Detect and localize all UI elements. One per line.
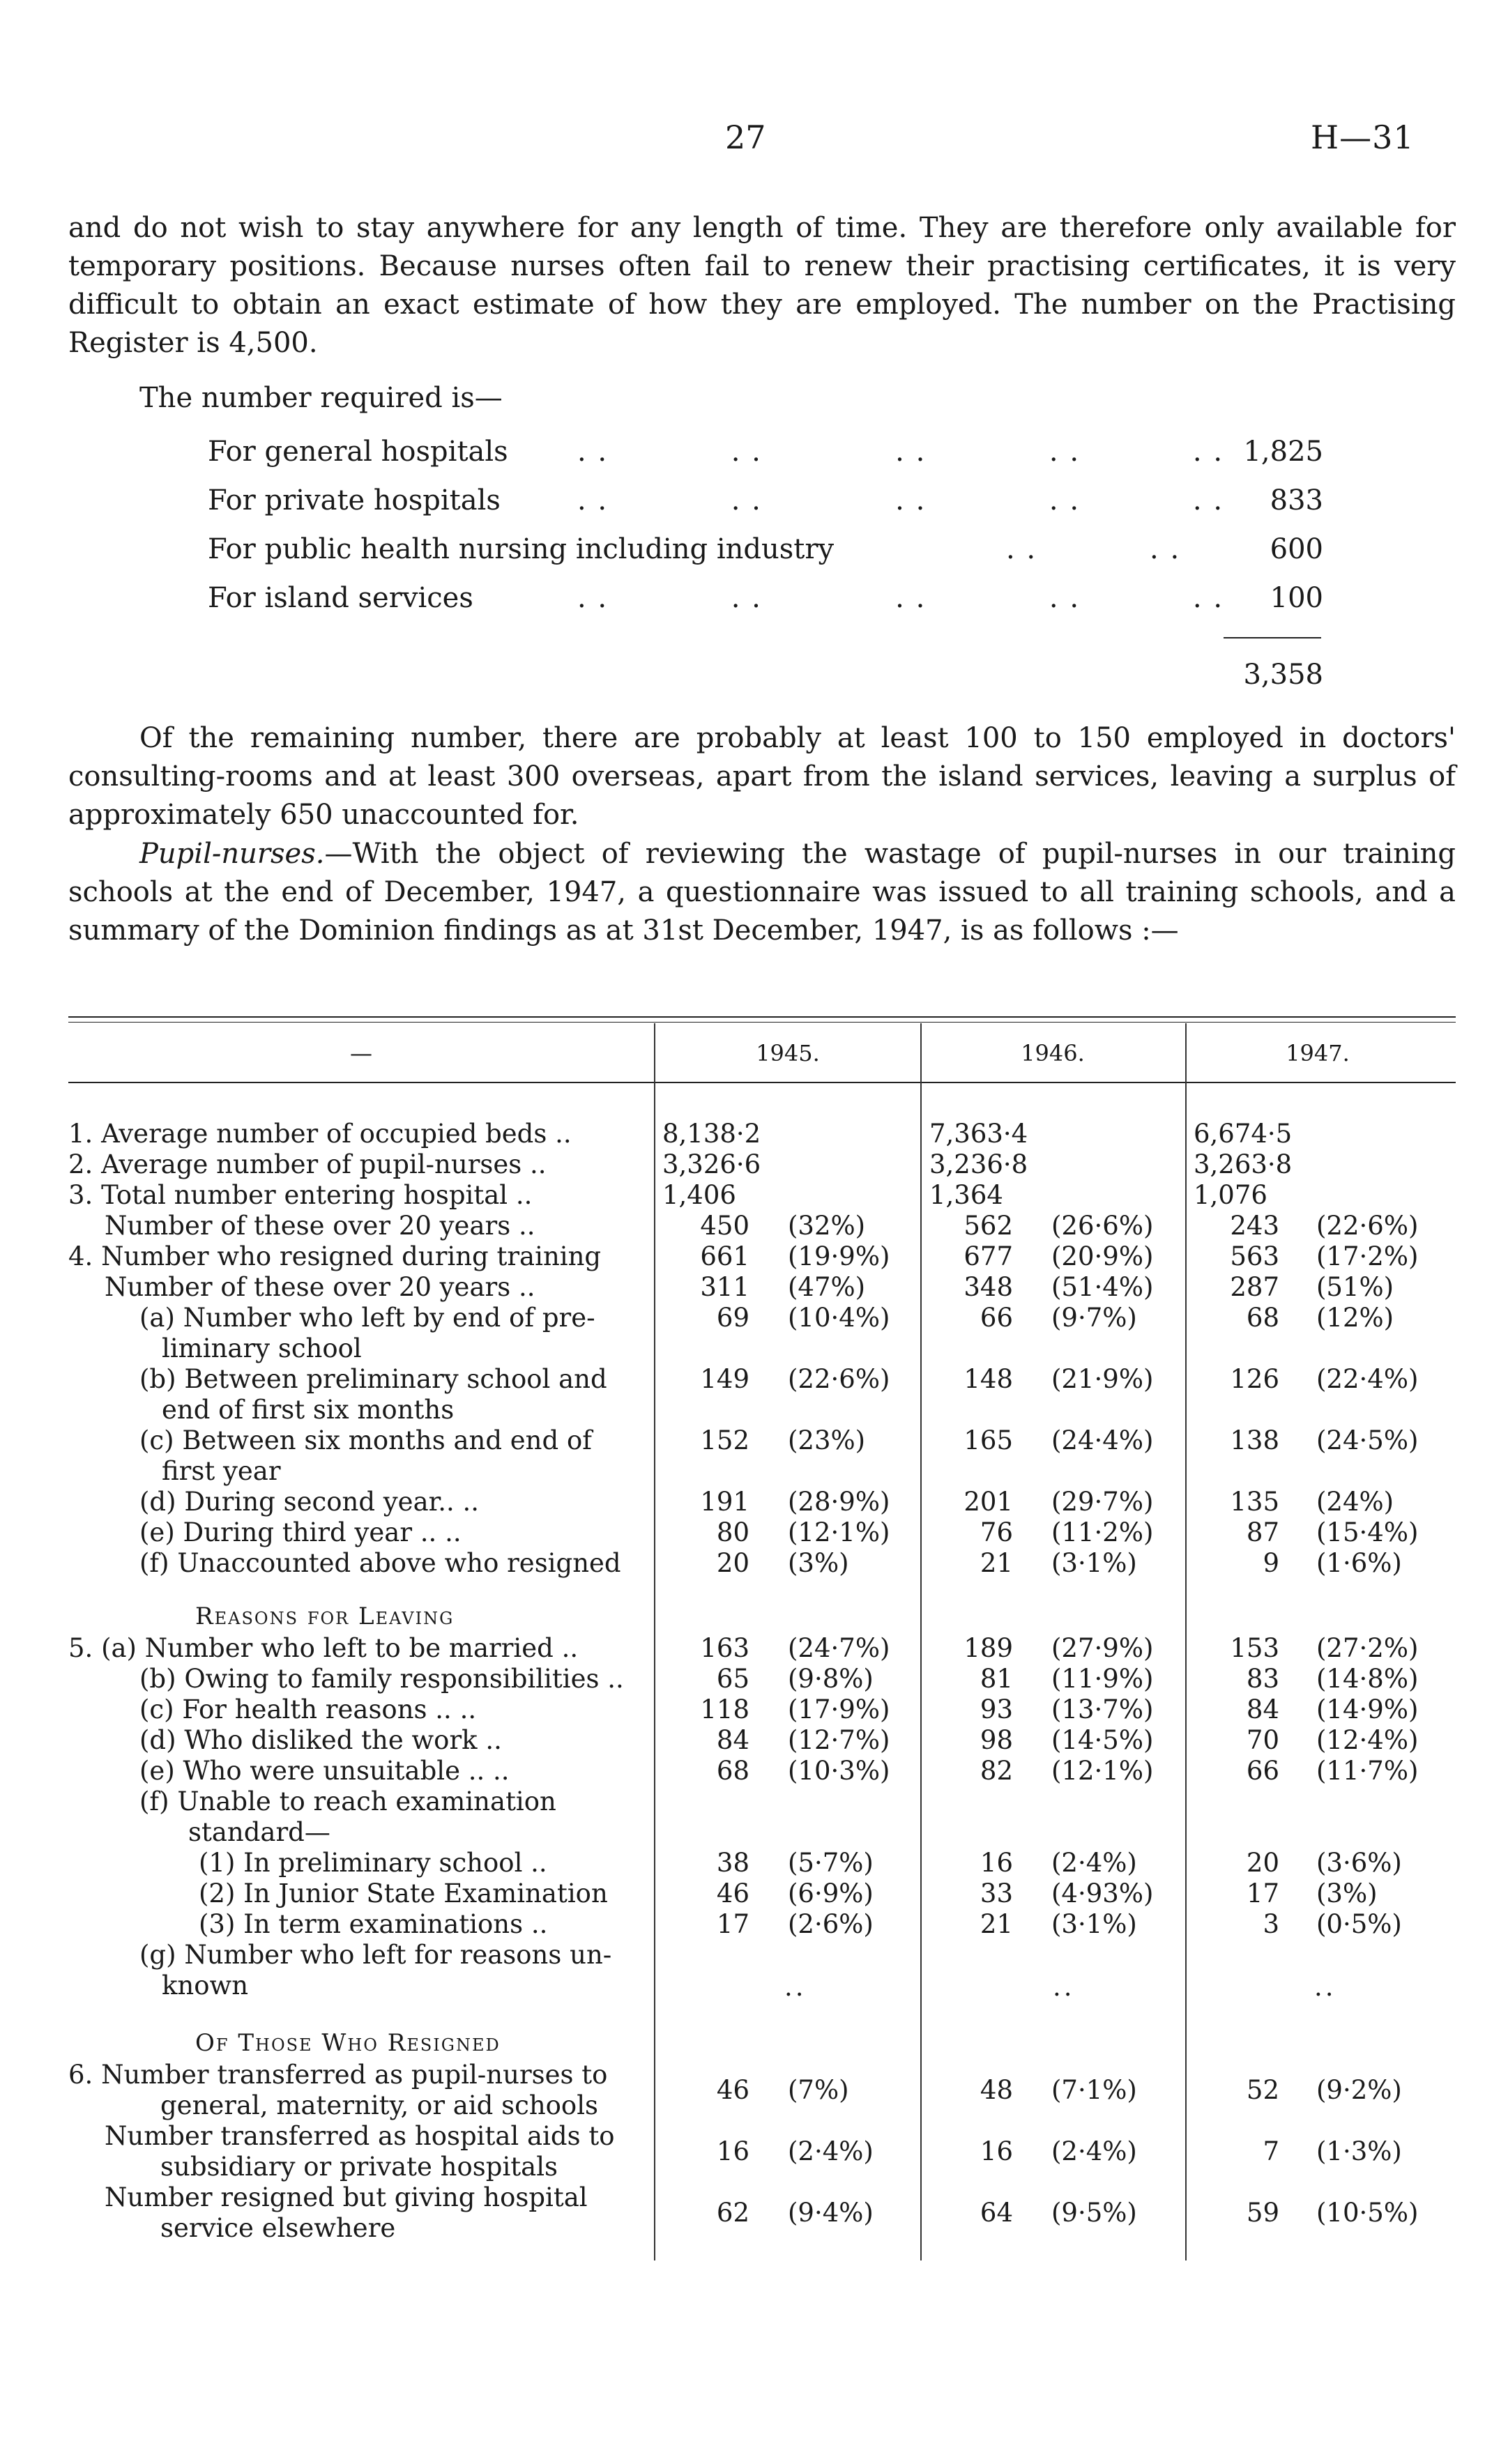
row-label: (3) In term examinations ..: [199, 1909, 548, 1939]
cell-percent: (3·6%): [1316, 1848, 1402, 1878]
cell-percent: (9·4%): [788, 2198, 874, 2228]
cell-percent: (19·9%): [788, 1241, 890, 1271]
cell-value: 62: [716, 2198, 749, 2228]
row-label: Number transferred as hospital aids to: [105, 2121, 615, 2151]
cell-percent: (2·4%): [1051, 2136, 1137, 2166]
cell-percent: (12%): [1316, 1303, 1394, 1333]
column-divider: [1185, 1023, 1187, 2260]
cell-percent: (22·4%): [1316, 1364, 1419, 1394]
row-label: Number of these over 20 years ..: [105, 1272, 535, 1302]
row-label: Number of these over 20 years ..: [105, 1211, 535, 1241]
cell-value: 201: [964, 1487, 1013, 1517]
row-label-continuation: first year: [162, 1456, 281, 1486]
cell-percent: (11·2%): [1051, 1517, 1154, 1547]
cell-value: 68: [1246, 1303, 1279, 1333]
cell-percent: (10·3%): [788, 1756, 890, 1786]
cell-value: 33: [980, 1878, 1013, 1908]
cell-value: 69: [716, 1303, 749, 1333]
cell-value: 76: [980, 1517, 1013, 1547]
cell-percent: (32%): [788, 1211, 866, 1241]
requirement-value: 100: [1270, 582, 1323, 614]
cell-percent: (22·6%): [1316, 1211, 1419, 1241]
cell-percent: (24%): [1316, 1487, 1394, 1517]
cell-value: 3: [1263, 1909, 1279, 1939]
cell-value: 450: [700, 1211, 749, 1241]
cell-percent: (4·93%): [1051, 1878, 1154, 1908]
table-top-rule: [68, 1016, 1456, 1018]
cell-value: 48: [980, 2075, 1013, 2105]
cell-value: 126: [1230, 1364, 1279, 1394]
row-label: (b) Between preliminary school and: [139, 1364, 607, 1394]
row-label-continuation: standard—: [188, 1817, 330, 1847]
cell-value: 1,076: [1194, 1180, 1267, 1210]
cell-value: 83: [1246, 1664, 1279, 1694]
row-label-continuation: subsidiary or private hospitals: [160, 2152, 558, 2182]
cell-percent: (11·7%): [1316, 1756, 1419, 1786]
cell-value: 17: [1246, 1878, 1279, 1908]
cell-value: 70: [1246, 1725, 1279, 1755]
leader-dots: . . . . . . . . . .: [577, 582, 1224, 614]
requirements-intro: The number required is—: [139, 382, 503, 414]
cell-percent: (17·9%): [788, 1694, 890, 1724]
cell-percent: (15·4%): [1316, 1517, 1419, 1547]
requirement-label: For general hospitals: [208, 436, 508, 468]
cell-value: 68: [716, 1756, 749, 1786]
cell-value: 20: [1246, 1848, 1279, 1878]
requirement-value: 833: [1270, 484, 1323, 516]
cell-value: 81: [980, 1664, 1013, 1694]
cell-value: 46: [716, 2075, 749, 2105]
cell-value: 66: [980, 1303, 1013, 1333]
cell-percent: (14·5%): [1051, 1725, 1154, 1755]
requirement-row: [208, 533, 1323, 575]
cell-percent: (2·4%): [788, 2136, 874, 2166]
cell-percent: (0·5%): [1316, 1909, 1402, 1939]
cell-percent: (14·8%): [1316, 1664, 1419, 1694]
cell-percent: (12·7%): [788, 1725, 890, 1755]
requirement-label: For private hospitals: [208, 484, 501, 516]
page-number: 27: [725, 118, 766, 156]
table-top-rule-thin: [68, 1022, 1456, 1023]
cell-percent: (7·1%): [1051, 2075, 1137, 2105]
cell-dots: ..: [784, 1972, 807, 2002]
intro-paragraph: and do not wish to stay anywhere for any length of time. They are therefore only available for temporary positions. Because nurses often fail to renew their practising certificates, it is very difficult to obtain an exact estimate of how they are employed. The number on the Practising Register is 4,500.: [68, 212, 1456, 359]
cell-percent: (3%): [1316, 1878, 1378, 1908]
cell-value: 17: [716, 1909, 749, 1939]
cell-value: 661: [700, 1241, 749, 1271]
cell-percent: (3·1%): [1051, 1909, 1137, 1939]
row-label: (d) Who disliked the work ..: [139, 1725, 502, 1755]
cell-percent: (17·2%): [1316, 1241, 1419, 1271]
row-label-continuation: end of first six months: [162, 1395, 455, 1425]
row-label: (c) For health reasons .. ..: [139, 1694, 477, 1724]
column-header-1946: 1946.: [1021, 1040, 1085, 1066]
cell-percent: (27·2%): [1316, 1633, 1419, 1663]
pupil-nurses-paragraph: [68, 835, 1456, 950]
cell-percent: (23%): [788, 1425, 866, 1455]
cell-value: 1,364: [929, 1180, 1003, 1210]
cell-percent: (12·4%): [1316, 1725, 1419, 1755]
cell-value: 135: [1230, 1487, 1279, 1517]
column-divider: [920, 1023, 922, 2260]
cell-percent: (22·6%): [788, 1364, 890, 1394]
cell-percent: (3%): [788, 1548, 849, 1578]
cell-value: 52: [1246, 2075, 1279, 2105]
cell-percent: (28·9%): [788, 1487, 890, 1517]
cell-value: 311: [700, 1272, 749, 1302]
row-label-continuation: liminary school: [162, 1333, 362, 1363]
leader-dots: . . . . . . . . . .: [577, 484, 1224, 516]
cell-percent: (6·9%): [788, 1878, 874, 1908]
cell-percent: (9·8%): [788, 1664, 874, 1694]
cell-value: 20: [716, 1548, 749, 1578]
cell-value: 87: [1246, 1517, 1279, 1547]
cell-percent: (12·1%): [788, 1517, 890, 1547]
cell-value: 348: [964, 1272, 1013, 1302]
pupil-nurses-heading: Pupil-nurses.: [139, 838, 325, 870]
cell-percent: (21·9%): [1051, 1364, 1154, 1394]
row-label: (d) During second year.. ..: [139, 1487, 480, 1517]
cell-percent: (2·4%): [1051, 1848, 1137, 1878]
requirement-value: 1,825: [1243, 436, 1323, 468]
cell-percent: (9·5%): [1051, 2198, 1137, 2228]
cell-value: 9: [1263, 1548, 1279, 1578]
row-label: (g) Number who left for reasons un-: [139, 1940, 612, 1970]
cell-value: 148: [964, 1364, 1013, 1394]
row-label: 1. Average number of occupied beds ..: [68, 1119, 572, 1149]
cell-percent: (9·2%): [1316, 2075, 1402, 2105]
cell-percent: (7%): [788, 2075, 849, 2105]
requirement-label: For public health nursing including industry: [208, 533, 835, 565]
requirement-total: 3,358: [1243, 659, 1323, 691]
cell-percent: (24·7%): [788, 1633, 890, 1663]
row-label: (e) Who were unsuitable .. ..: [139, 1756, 510, 1786]
cell-value: 152: [700, 1425, 749, 1455]
requirement-total-row: [208, 659, 1323, 701]
cell-value: 84: [716, 1725, 749, 1755]
cell-percent: (14·9%): [1316, 1694, 1419, 1724]
requirement-row: [208, 484, 1323, 526]
cell-percent: (10·4%): [788, 1303, 890, 1333]
row-label: Number resigned but giving hospital: [105, 2182, 588, 2212]
cell-value: 165: [964, 1425, 1013, 1455]
cell-value: 3,263·8: [1194, 1149, 1293, 1179]
row-label-continuation: general, maternity, or aid schools: [160, 2090, 599, 2120]
column-divider: [654, 1023, 655, 2260]
cell-value: 287: [1230, 1272, 1279, 1302]
column-header-label: —: [350, 1040, 372, 1066]
cell-percent: (20·9%): [1051, 1241, 1154, 1271]
cell-percent: (5·7%): [788, 1848, 874, 1878]
requirement-row: [208, 436, 1323, 477]
cell-value: 65: [716, 1664, 749, 1694]
cell-value: 93: [980, 1694, 1013, 1724]
requirement-value: 600: [1270, 533, 1323, 565]
cell-value: 6,674·5: [1194, 1119, 1293, 1149]
cell-percent: (27·9%): [1051, 1633, 1154, 1663]
cell-value: 189: [964, 1633, 1013, 1663]
cell-value: 64: [980, 2198, 1013, 2228]
row-label: (f) Unable to reach examination: [139, 1786, 556, 1816]
cell-value: 8,138·2: [662, 1119, 761, 1149]
cell-percent: (51·4%): [1051, 1272, 1154, 1302]
row-label: 2. Average number of pupil-nurses ..: [68, 1149, 547, 1179]
leader-dots: . . . .: [1006, 533, 1181, 565]
cell-value: 21: [980, 1548, 1013, 1578]
section-heading-reasons: Reasons for Leaving: [195, 1602, 455, 1630]
cell-dots: ..: [1053, 1972, 1075, 2002]
cell-value: 80: [716, 1517, 749, 1547]
cell-percent: (1·3%): [1316, 2136, 1402, 2166]
row-label: (2) In Junior State Examination: [199, 1878, 608, 1908]
cell-value: 138: [1230, 1425, 1279, 1455]
cell-percent: (12·1%): [1051, 1756, 1154, 1786]
cell-percent: (11·9%): [1051, 1664, 1154, 1694]
row-label: (c) Between six months and end of: [139, 1425, 592, 1455]
cell-value: 118: [700, 1694, 749, 1724]
row-label: (f) Unaccounted above who resigned: [139, 1548, 621, 1578]
column-header-1947: 1947.: [1286, 1040, 1350, 1066]
document-reference: H—31: [1311, 118, 1415, 156]
cell-value: 84: [1246, 1694, 1279, 1724]
cell-value: 38: [716, 1848, 749, 1878]
cell-value: 3,326·6: [662, 1149, 761, 1179]
cell-value: 98: [980, 1725, 1013, 1755]
cell-percent: (2·6%): [788, 1909, 874, 1939]
cell-percent: (1·6%): [1316, 1548, 1402, 1578]
requirement-label: For island services: [208, 582, 473, 614]
cell-value: 3,236·8: [929, 1149, 1028, 1179]
cell-value: 1,406: [662, 1180, 736, 1210]
cell-value: 563: [1230, 1241, 1279, 1271]
cell-value: 82: [980, 1756, 1013, 1786]
row-label: (a) Number who left by end of pre-: [139, 1303, 595, 1333]
cell-value: 562: [964, 1211, 1013, 1241]
row-label-continuation: service elsewhere: [160, 2213, 396, 2243]
cell-value: 7,363·4: [929, 1119, 1028, 1149]
cell-dots: ..: [1314, 1972, 1336, 2002]
cell-percent: (3·1%): [1051, 1548, 1137, 1578]
cell-value: 16: [980, 2136, 1013, 2166]
cell-value: 21: [980, 1909, 1013, 1939]
leader-dots: . . . . . . . . . .: [577, 436, 1224, 468]
cell-percent: (10·5%): [1316, 2198, 1419, 2228]
requirement-row: [208, 582, 1323, 624]
cell-percent: (24·4%): [1051, 1425, 1154, 1455]
row-label-continuation: known: [162, 1971, 249, 2000]
cell-value: 46: [716, 1878, 749, 1908]
row-label: (1) In preliminary school ..: [199, 1848, 547, 1878]
section-heading-resigned: Of Those Who Resigned: [195, 2029, 501, 2057]
cell-value: 59: [1246, 2198, 1279, 2228]
row-label: 5. (a) Number who left to be married ..: [68, 1633, 579, 1663]
cell-percent: (26·6%): [1051, 1211, 1154, 1241]
row-label: (e) During third year .. ..: [139, 1517, 462, 1547]
cell-percent: (24·5%): [1316, 1425, 1419, 1455]
total-rule: [1224, 637, 1321, 638]
row-label: 6. Number transferred as pupil-nurses to: [68, 2060, 608, 2090]
cell-percent: (47%): [788, 1272, 866, 1302]
cell-percent: (13·7%): [1051, 1694, 1154, 1724]
cell-value: 163: [700, 1633, 749, 1663]
column-header-1945: 1945.: [756, 1040, 820, 1066]
cell-value: 191: [700, 1487, 749, 1517]
pupil-nurses-text: —With the object of reviewing the wastage of pupil-nurses in our training schools at the end of December, 1947, a questionnaire was issued to all training schools, and a summary of the Dominion findings as at 31st December, 1947, is as follows :—: [68, 838, 1456, 947]
cell-value: 16: [716, 2136, 749, 2166]
cell-value: 243: [1230, 1211, 1279, 1241]
cell-value: 16: [980, 1848, 1013, 1878]
cell-value: 149: [700, 1364, 749, 1394]
table-header-rule: [68, 1082, 1456, 1083]
row-label: 3. Total number entering hospital ..: [68, 1180, 533, 1210]
cell-value: 153: [1230, 1633, 1279, 1663]
cell-value: 66: [1246, 1756, 1279, 1786]
cell-percent: (9·7%): [1051, 1303, 1137, 1333]
cell-value: 677: [964, 1241, 1013, 1271]
row-label: (b) Owing to family responsibilities ..: [139, 1664, 624, 1694]
cell-percent: (29·7%): [1051, 1487, 1154, 1517]
row-label: 4. Number who resigned during training: [68, 1241, 602, 1271]
cell-value: 7: [1263, 2136, 1279, 2166]
cell-percent: (51%): [1316, 1272, 1394, 1302]
remaining-paragraph: Of the remaining number, there are probably at least 100 to 150 employed in doctors' consulting-rooms and at least 300 overseas, apart from the island services, leaving a surplus of approximately 650 unaccounted for.: [68, 722, 1456, 831]
